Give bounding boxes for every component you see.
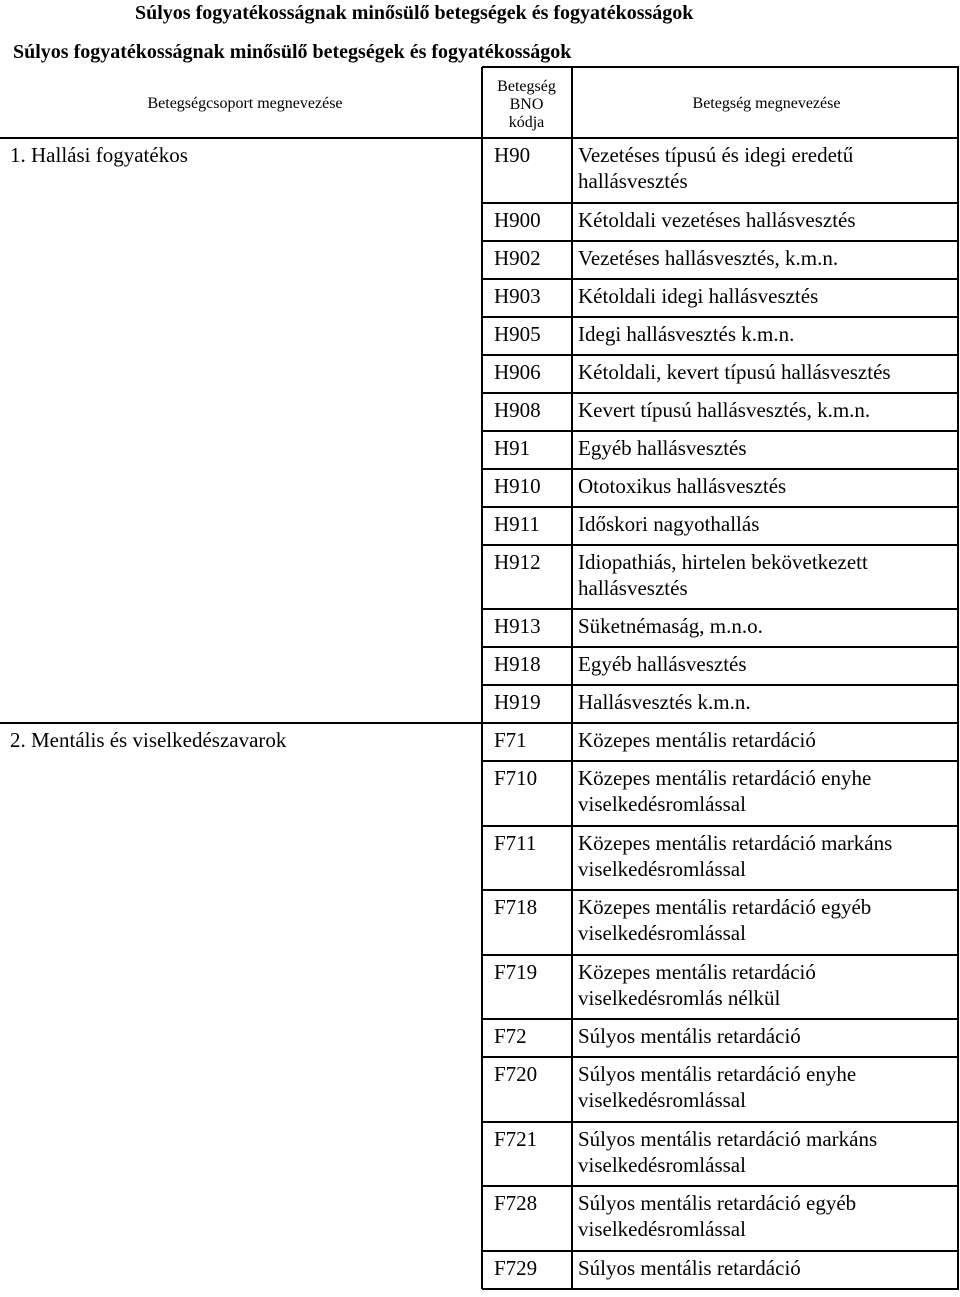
name-line: Egyéb hallásvesztés (578, 652, 747, 676)
table-row (0, 1122, 960, 1187)
horizontal-rule (482, 1250, 959, 1252)
name-cell (578, 435, 747, 461)
name-cell (578, 245, 838, 271)
name-cell (578, 397, 870, 423)
table-row (0, 1251, 960, 1289)
table-row (0, 761, 960, 826)
table-row (0, 1057, 960, 1122)
name-line: Vezetéses típusú és idegi eredetű (578, 143, 854, 167)
code-cell: F710 (494, 766, 538, 790)
horizontal-rule (482, 66, 959, 68)
code-cell: H902 (494, 245, 541, 270)
name-line: Időskori nagyothallás (578, 511, 760, 536)
code-cell: F71 (494, 728, 527, 752)
name-line: Kétoldali vezetéses hallásvesztés (578, 207, 856, 232)
name-line: Súlyos mentális retardáció (578, 1255, 801, 1280)
name-cell (578, 1255, 801, 1281)
name-line: Hallásvesztés k.m.n. (578, 690, 751, 714)
code-cell: F720 (494, 1062, 538, 1086)
code-cell: F718 (494, 895, 538, 919)
table-row (0, 355, 960, 393)
name-cell (578, 689, 751, 715)
name-line: Közepes mentális retardáció enyhe (578, 766, 872, 790)
code-cell: H906 (494, 359, 541, 384)
table-row (0, 203, 960, 241)
horizontal-rule (482, 506, 959, 508)
code-cell: H910 (494, 473, 541, 498)
code-cell: H908 (494, 397, 541, 422)
name-cell (578, 549, 868, 601)
code-cell: H905 (494, 321, 541, 346)
horizontal-rule (482, 354, 959, 356)
table-row (0, 279, 960, 317)
table-row (0, 1019, 960, 1057)
vertical-rule (571, 67, 573, 1289)
horizontal-rule (0, 137, 959, 139)
header-code-line: kódja (508, 114, 545, 131)
table-row (0, 393, 960, 431)
name-line: Süketnémaság, m.n.o. (578, 614, 763, 638)
name-cell (578, 142, 853, 194)
name-line: viselkedésromlással (578, 921, 746, 945)
code-cell: H918 (494, 652, 541, 676)
horizontal-rule (482, 825, 959, 827)
name-cell (578, 321, 794, 347)
horizontal-rule (482, 1288, 959, 1290)
horizontal-rule (482, 608, 959, 610)
name-cell (578, 830, 892, 882)
code-cell: F729 (494, 1255, 538, 1280)
horizontal-rule (482, 392, 959, 394)
code-cell: H900 (494, 207, 541, 232)
name-cell (578, 511, 759, 537)
horizontal-rule (482, 278, 959, 280)
code-cell: F728 (494, 1191, 538, 1215)
horizontal-rule (482, 1121, 959, 1123)
name-line: Közepes mentális retardáció egyéb (578, 895, 872, 919)
name-line: Vezetéses hallásvesztés, k.m.n. (578, 245, 839, 270)
code-cell: F719 (494, 959, 538, 984)
horizontal-rule (482, 1056, 959, 1058)
horizontal-rule (482, 316, 959, 318)
name-cell (578, 473, 786, 499)
table-row (0, 138, 960, 203)
table-row (0, 545, 960, 610)
code-cell: H912 (494, 549, 541, 574)
group-cell: 1. Hallási fogyatékos (10, 143, 188, 167)
horizontal-rule (482, 240, 959, 242)
table-row (0, 826, 960, 891)
code-cell: F711 (494, 830, 537, 855)
table-row (0, 955, 960, 1020)
horizontal-rule (482, 202, 959, 204)
vertical-rule (957, 67, 959, 1289)
name-line: Közepes mentális retardáció (578, 959, 816, 984)
header-code-line: Betegség (497, 78, 556, 95)
table-row (0, 507, 960, 545)
name-line: viselkedésromlással (578, 856, 746, 881)
name-line: Közepes mentális retardáció markáns (578, 830, 893, 855)
group-cell: 2. Mentális és viselkedészavarok (10, 728, 287, 752)
name-cell (578, 765, 871, 817)
name-line: Közepes mentális retardáció (578, 728, 816, 752)
horizontal-rule (482, 684, 959, 686)
horizontal-rule (482, 646, 959, 648)
horizontal-rule (482, 760, 959, 762)
horizontal-rule (482, 430, 959, 432)
name-cell (578, 1061, 856, 1113)
table-row (0, 431, 960, 469)
vertical-rule (481, 67, 483, 1289)
name-cell (578, 283, 818, 309)
code-cell: H903 (494, 283, 541, 308)
header-code-column (483, 78, 570, 132)
table-row (0, 647, 960, 685)
header-code-line: BNO (509, 96, 544, 113)
name-line: viselkedésromlással (578, 1217, 746, 1241)
name-line: hallásvesztés (578, 575, 688, 600)
name-cell (578, 1023, 801, 1049)
code-cell: H913 (494, 614, 541, 638)
name-line: Idiopathiás, hirtelen bekövetkezett (578, 549, 868, 574)
name-line: Egyéb hallásvesztés (578, 435, 747, 460)
name-line: viselkedésromlással (578, 792, 746, 816)
name-line: Súlyos mentális retardáció markáns (578, 1126, 878, 1151)
name-line: Kétoldali, kevert típusú hallásvesztés (578, 359, 891, 384)
name-cell (578, 651, 747, 677)
code-cell: H911 (494, 511, 540, 536)
table-row (0, 1186, 960, 1251)
name-cell (578, 959, 816, 1011)
table-row (0, 609, 960, 647)
name-line: Ototoxikus hallásvesztés (578, 473, 787, 498)
table-row (0, 317, 960, 355)
table-row (0, 241, 960, 279)
code-cell: F72 (494, 1024, 527, 1048)
name-line: viselkedésromlással (578, 1152, 746, 1177)
table-row (0, 685, 960, 723)
table-row (0, 469, 960, 507)
name-cell (578, 613, 763, 639)
name-line: Súlyos mentális retardáció (578, 1024, 801, 1048)
name-line: viselkedésromlással (578, 1088, 746, 1112)
code-cell: H919 (494, 690, 541, 714)
horizontal-rule (482, 954, 959, 956)
name-line: Súlyos mentális retardáció egyéb (578, 1191, 857, 1215)
horizontal-rule (482, 889, 959, 891)
name-cell (578, 894, 871, 946)
name-line: Kevert típusú hallásvesztés, k.m.n. (578, 397, 871, 422)
name-line: Súlyos mentális retardáció enyhe (578, 1062, 857, 1086)
name-line: hallásvesztés (578, 169, 688, 193)
horizontal-rule (482, 544, 959, 546)
code-cell: H91 (494, 435, 531, 460)
horizontal-rule (482, 468, 959, 470)
document-title: Súlyos fogyatékosságnak minősülő betegségek és fogyatékosságok (135, 2, 694, 24)
name-cell (578, 1126, 877, 1178)
horizontal-rule (482, 1018, 959, 1020)
horizontal-rule (0, 722, 959, 724)
code-cell: H90 (494, 143, 531, 167)
horizontal-rule (482, 1185, 959, 1187)
name-cell (578, 207, 856, 233)
name-line: Idegi hallásvesztés k.m.n. (578, 321, 795, 346)
header-name-column: Betegség megnevezése (692, 95, 841, 112)
table-row (0, 890, 960, 955)
name-cell (578, 727, 816, 753)
document-subtitle: Súlyos fogyatékosságnak minősülő betegségek és fogyatékosságok (13, 41, 572, 63)
name-line: Kétoldali idegi hallásvesztés (578, 283, 819, 308)
name-line: viselkedésromlás nélkül (578, 985, 781, 1010)
code-cell: F721 (494, 1126, 538, 1151)
table-row (0, 723, 960, 761)
name-cell (578, 359, 891, 385)
name-cell (578, 1190, 856, 1242)
header-group-column: Betegségcsoport megnevezése (147, 95, 343, 112)
